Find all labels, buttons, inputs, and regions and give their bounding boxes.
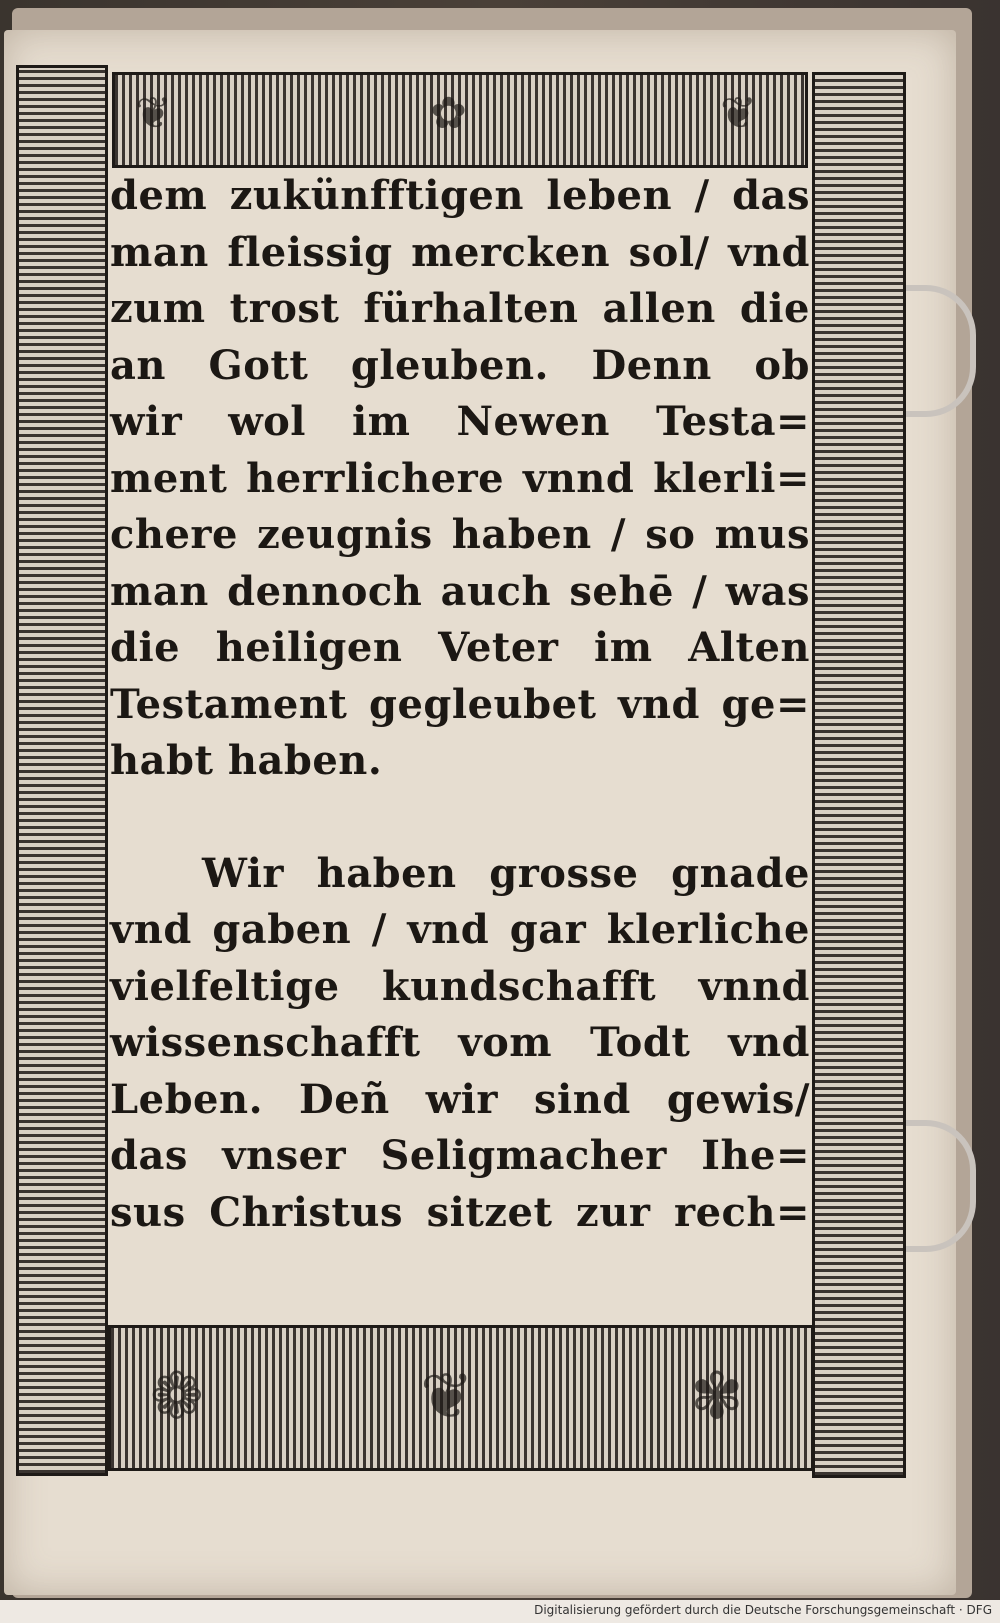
text-line: sus Christus sitzet zur rech= xyxy=(110,1188,810,1236)
page-clip-top xyxy=(900,285,976,417)
text-line: vnd gaben / vnd gar klerliche xyxy=(110,906,810,953)
text-line: wir wol im Newen Testa= xyxy=(110,398,810,445)
text-line: an Gott gleuben. Denn ob xyxy=(110,341,810,389)
ornament-icon: ✿ xyxy=(430,88,467,139)
text-line: Wir haben grosse gnade xyxy=(202,849,810,897)
ornament-icon: ❦ xyxy=(420,1360,474,1434)
dfg-footer: Digitalisierung gefördert durch die Deutsche Forschungsgemeinschaft · DFG xyxy=(534,1603,992,1617)
ornament-icon: ❦ xyxy=(720,88,757,139)
text-line: chere zeugnis haben / so mus xyxy=(110,511,810,558)
woodcut-border-right xyxy=(812,72,906,1478)
text-line: Leben. Deñ wir sind gewis/ xyxy=(110,1075,810,1123)
ornament-icon: ❁ xyxy=(150,1360,204,1434)
woodcut-border-left xyxy=(16,65,108,1476)
page-text xyxy=(110,168,810,1318)
text-line: habt haben. xyxy=(110,737,383,784)
text-line: dem zukünfftigen leben / das xyxy=(110,172,810,219)
text-line: die heiligen Veter im Alten xyxy=(110,624,810,671)
ornament-icon: ❦ xyxy=(135,88,172,139)
text-line: ment herrlichere vnnd klerli= xyxy=(110,454,810,502)
text-line: vielfeltige kundschafft vnnd xyxy=(110,962,810,1010)
text-line: zum trost fürhalten allen die xyxy=(110,285,810,332)
text-line: man fleissig mercken sol/ vnd xyxy=(110,228,810,276)
ornament-icon: ✾ xyxy=(690,1360,744,1434)
text-line: man dennoch auch sehē / was xyxy=(110,567,810,615)
text-line: wissenschafft vom Todt vnd xyxy=(110,1019,810,1066)
text-line: Testament gegleubet vnd ge= xyxy=(110,680,810,728)
page-clip-bottom xyxy=(900,1120,976,1252)
text-line: das vnser Seligmacher Ihe= xyxy=(110,1132,810,1179)
